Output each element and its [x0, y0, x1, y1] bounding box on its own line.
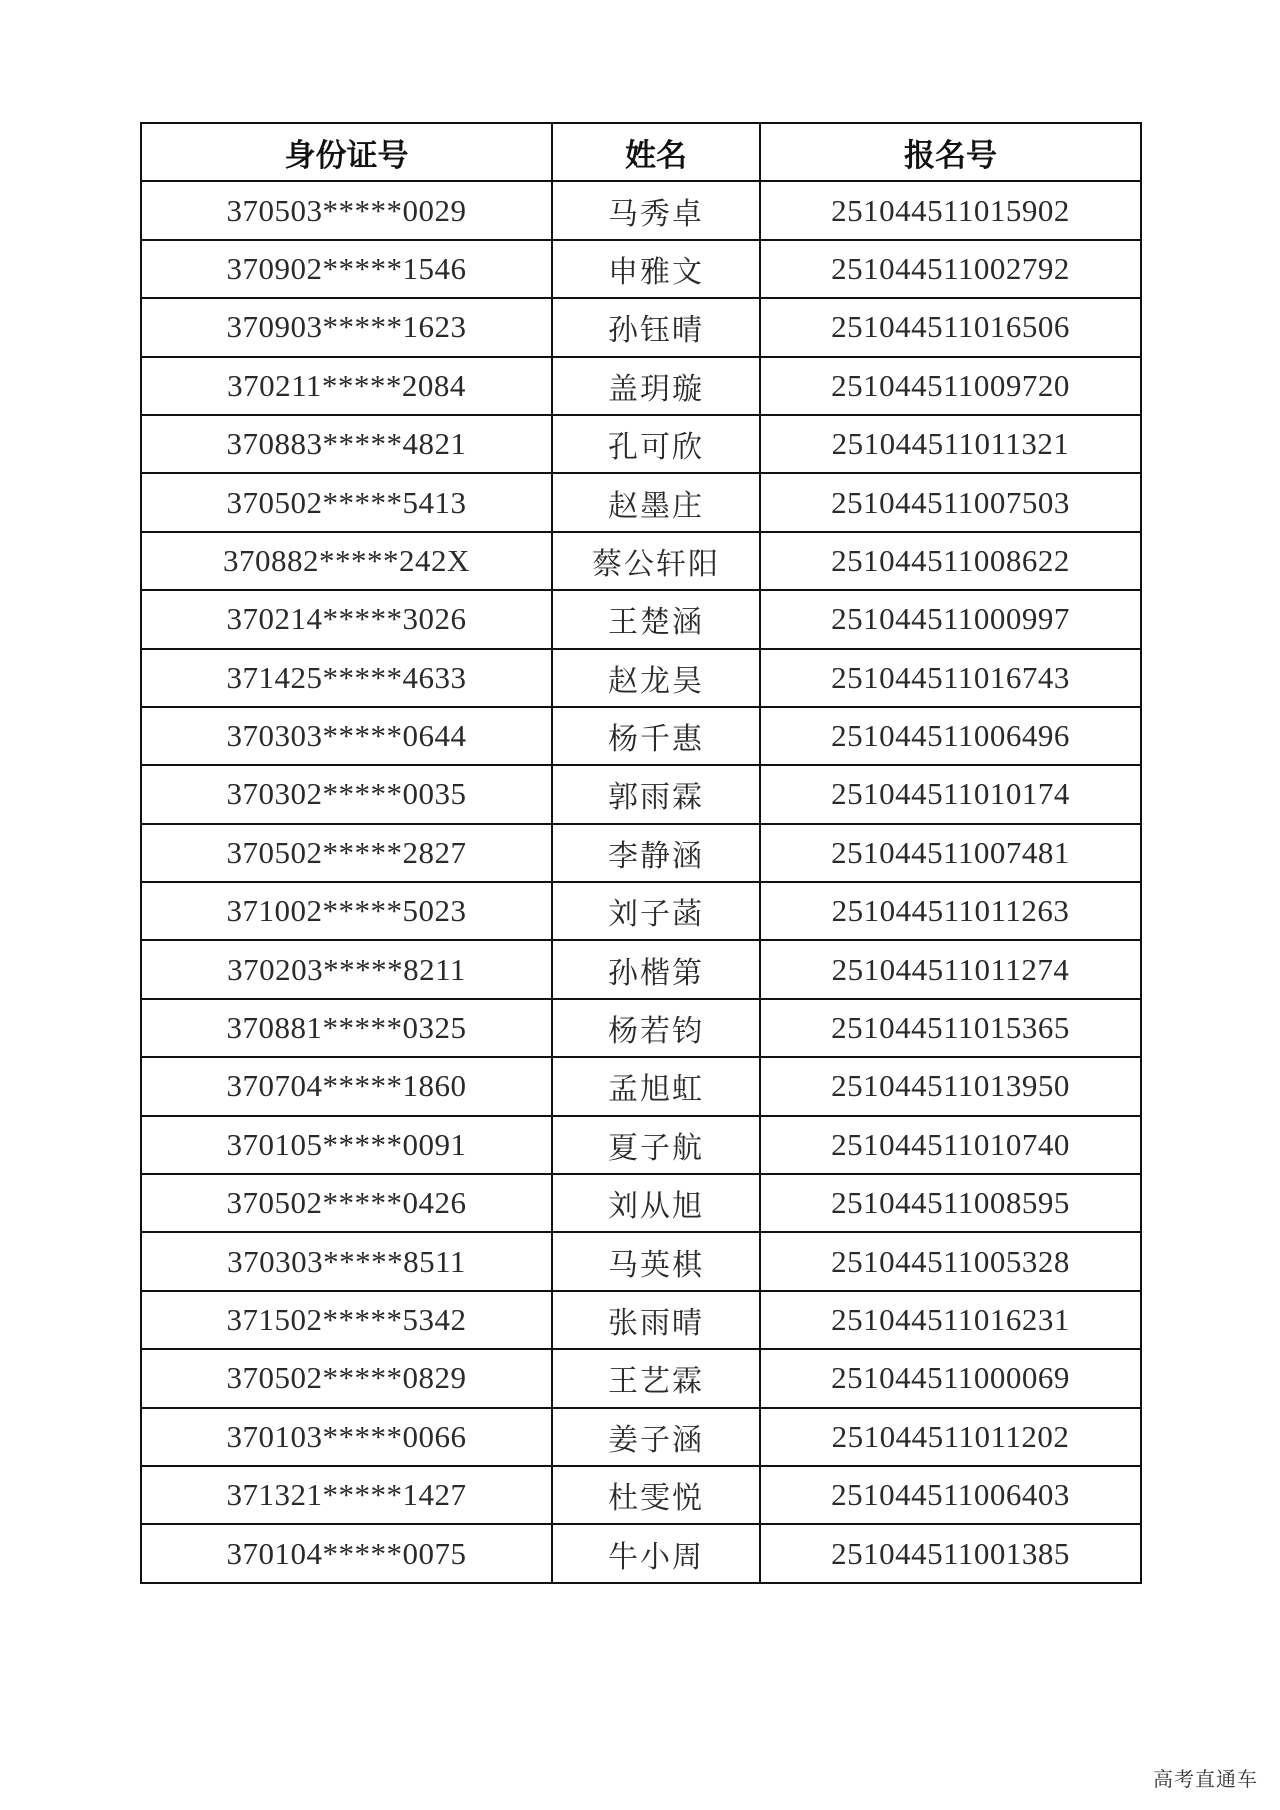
- table-row: [141, 240, 1141, 298]
- id-number-cell: 370104*****0075: [141, 1524, 552, 1582]
- registration-number-cell: 251044511009720: [760, 357, 1141, 415]
- registration-number-cell: 251044511015365: [760, 999, 1141, 1057]
- table-row: [141, 298, 1141, 356]
- watermark-text: 高考直通车: [1153, 1767, 1258, 1791]
- student-name-cell: 郭雨霖: [552, 765, 760, 823]
- registration-number-cell: 251044511008595: [760, 1174, 1141, 1232]
- student-name-cell: 牛小周: [552, 1524, 760, 1582]
- registration-number-cell: 251044511007481: [760, 824, 1141, 882]
- id-number-cell: 370502*****2827: [141, 824, 552, 882]
- id-number-cell: 370105*****0091: [141, 1116, 552, 1174]
- student-name-cell: 杜雯悦: [552, 1466, 760, 1524]
- table-row: [141, 1408, 1141, 1466]
- table-row: [141, 999, 1141, 1057]
- table-row: [141, 882, 1141, 940]
- table-body: [141, 181, 1141, 1582]
- table-row: [141, 590, 1141, 648]
- registration-number-cell: 251044511011321: [760, 415, 1141, 473]
- table-row: [141, 649, 1141, 707]
- student-name-cell: 刘从旭: [552, 1174, 760, 1232]
- id-number-cell: 370203*****8211: [141, 940, 552, 998]
- registration-number-cell: 251044511011263: [760, 882, 1141, 940]
- student-name-cell: 赵龙昊: [552, 649, 760, 707]
- student-name-cell: 张雨晴: [552, 1291, 760, 1349]
- table-row: [141, 357, 1141, 415]
- id-number-cell: 370502*****0829: [141, 1349, 552, 1407]
- registration-number-cell: 251044511006403: [760, 1466, 1141, 1524]
- id-number-cell: 370881*****0325: [141, 999, 552, 1057]
- registration-number-cell: 251044511000997: [760, 590, 1141, 648]
- table-row: [141, 765, 1141, 823]
- student-name-cell: 马英棋: [552, 1232, 760, 1290]
- admission-roster-table: [140, 122, 1142, 1584]
- registration-number-cell: 251044511011274: [760, 940, 1141, 998]
- student-name-cell: 孙钰晴: [552, 298, 760, 356]
- student-name-cell: 杨千惠: [552, 707, 760, 765]
- student-name-cell: 王楚涵: [552, 590, 760, 648]
- column-header-registration-number: 报名号: [760, 123, 1141, 181]
- student-name-cell: 姜子涵: [552, 1408, 760, 1466]
- id-number-cell: 370214*****3026: [141, 590, 552, 648]
- table-row: [141, 1466, 1141, 1524]
- registration-number-cell: 251044511015902: [760, 181, 1141, 239]
- id-number-cell: 371425*****4633: [141, 649, 552, 707]
- student-name-cell: 蔡公轩阳: [552, 532, 760, 590]
- student-name-cell: 孟旭虹: [552, 1057, 760, 1115]
- id-number-cell: 371502*****5342: [141, 1291, 552, 1349]
- student-name-cell: 马秀卓: [552, 181, 760, 239]
- table-row: [141, 1291, 1141, 1349]
- table-row: [141, 1524, 1141, 1582]
- student-name-cell: 杨若钧: [552, 999, 760, 1057]
- id-number-cell: 371321*****1427: [141, 1466, 552, 1524]
- table-row: [141, 1116, 1141, 1174]
- id-number-cell: 370302*****0035: [141, 765, 552, 823]
- student-name-cell: 孙楷第: [552, 940, 760, 998]
- id-number-cell: 371002*****5023: [141, 882, 552, 940]
- registration-number-cell: 251044511000069: [760, 1349, 1141, 1407]
- id-number-cell: 370502*****5413: [141, 473, 552, 531]
- id-number-cell: 370503*****0029: [141, 181, 552, 239]
- student-name-cell: 夏子航: [552, 1116, 760, 1174]
- registration-number-cell: 251044511016743: [760, 649, 1141, 707]
- registration-number-cell: 251044511011202: [760, 1408, 1141, 1466]
- id-number-cell: 370902*****1546: [141, 240, 552, 298]
- id-number-cell: 370303*****0644: [141, 707, 552, 765]
- id-number-cell: 370903*****1623: [141, 298, 552, 356]
- student-name-cell: 李静涵: [552, 824, 760, 882]
- registration-number-cell: 251044511007503: [760, 473, 1141, 531]
- student-name-cell: 王艺霖: [552, 1349, 760, 1407]
- registration-number-cell: 251044511010174: [760, 765, 1141, 823]
- table-row: [141, 1349, 1141, 1407]
- table-row: [141, 824, 1141, 882]
- registration-number-cell: 251044511006496: [760, 707, 1141, 765]
- registration-number-cell: 251044511016231: [760, 1291, 1141, 1349]
- table-row: [141, 1232, 1141, 1290]
- table-row: [141, 415, 1141, 473]
- student-name-cell: 申雅文: [552, 240, 760, 298]
- registration-number-cell: 251044511002792: [760, 240, 1141, 298]
- table-header-row: [141, 123, 1141, 181]
- registration-number-cell: 251044511013950: [760, 1057, 1141, 1115]
- registration-number-cell: 251044511010740: [760, 1116, 1141, 1174]
- table-row: [141, 1174, 1141, 1232]
- table-row: [141, 532, 1141, 590]
- student-name-cell: 孔可欣: [552, 415, 760, 473]
- table-row: [141, 707, 1141, 765]
- id-number-cell: 370704*****1860: [141, 1057, 552, 1115]
- table-row: [141, 473, 1141, 531]
- table-row: [141, 181, 1141, 239]
- id-number-cell: 370882*****242X: [141, 532, 552, 590]
- table-row: [141, 940, 1141, 998]
- registration-number-cell: 251044511001385: [760, 1524, 1141, 1582]
- id-number-cell: 370883*****4821: [141, 415, 552, 473]
- table-row: [141, 1057, 1141, 1115]
- registration-number-cell: 251044511005328: [760, 1232, 1141, 1290]
- registration-number-cell: 251044511008622: [760, 532, 1141, 590]
- column-header-name: 姓名: [552, 123, 760, 181]
- student-name-cell: 刘子菡: [552, 882, 760, 940]
- id-number-cell: 370502*****0426: [141, 1174, 552, 1232]
- column-header-id-number: 身份证号: [141, 123, 552, 181]
- id-number-cell: 370103*****0066: [141, 1408, 552, 1466]
- id-number-cell: 370211*****2084: [141, 357, 552, 415]
- student-name-cell: 赵墨庄: [552, 473, 760, 531]
- id-number-cell: 370303*****8511: [141, 1232, 552, 1290]
- student-name-cell: 盖玥璇: [552, 357, 760, 415]
- registration-number-cell: 251044511016506: [760, 298, 1141, 356]
